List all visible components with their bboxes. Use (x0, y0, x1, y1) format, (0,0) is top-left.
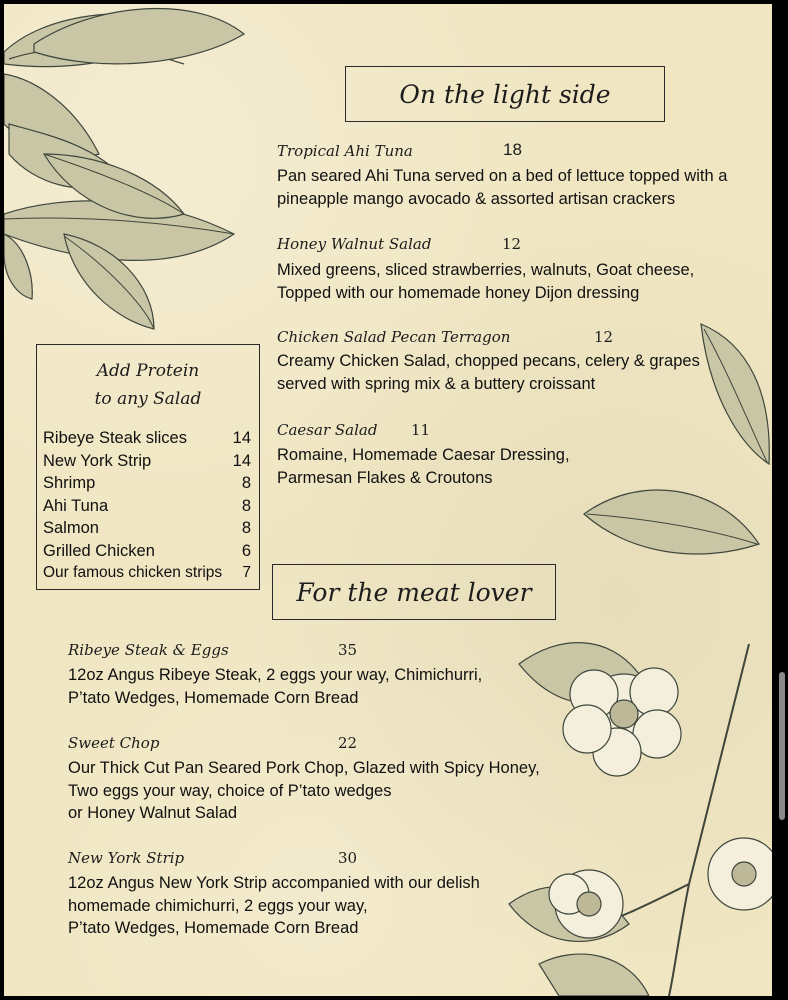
item-description: 12oz Angus New York Strip accompanied with our delish homemade chimichurri, 2 eggs your way, P’tato Wedges, Homemade Corn Bread (68, 874, 480, 937)
protein-name: Grilled Chicken (43, 541, 155, 560)
item-name: Tropical Ahi Tuna (277, 142, 413, 160)
protein-price: 8 (241, 519, 251, 537)
item-price: 11 (411, 421, 431, 439)
item-price: 18 (503, 140, 522, 159)
protein-row (43, 427, 251, 450)
protein-name: Ahi Tuna (43, 496, 109, 515)
item-name: Ribeye Steak & Eggs (68, 641, 229, 659)
item-price: 12 (594, 328, 614, 346)
menu-page (4, 4, 772, 996)
item-description: Creamy Chicken Salad, chopped pecans, celery & grapes served with spring mix & a buttery croissant (277, 352, 700, 393)
scrollbar-thumb[interactable] (779, 672, 785, 820)
section-title-light-side: On the light side (399, 79, 611, 109)
item-price: 30 (338, 849, 358, 867)
protein-price: 7 (242, 564, 251, 581)
item-name: Sweet Chop (68, 734, 160, 752)
item-description: Our Thick Cut Pan Seared Pork Chop, Glazed with Spicy Honey, Two eggs your way, choice of P’tato wedges or Honey Walnut Salad (68, 759, 540, 822)
scrollbar[interactable] (776, 0, 788, 1000)
section-title-meat-lover: For the meat lover (296, 577, 532, 607)
protein-list (43, 427, 251, 585)
protein-name: Shrimp (43, 474, 96, 492)
item-price: 22 (338, 734, 358, 752)
protein-row (43, 540, 251, 563)
item-description: 12oz Angus Ribeye Steak, 2 eggs your way, Chimichurri, P’tato Wedges, Homemade Corn Bread (68, 666, 483, 707)
protein-price: 8 (241, 496, 251, 515)
flower-branch-illustration (499, 604, 772, 996)
protein-row (43, 472, 251, 495)
item-description: Mixed greens, sliced strawberries, walnuts, Goat cheese, Topped with our homemade honey Dijon dressing (277, 261, 695, 302)
protein-name: New York Strip (43, 451, 152, 470)
protein-price: 6 (241, 541, 251, 560)
item-description: Romaine, Homemade Caesar Dressing, Parmesan Flakes & Croutons (277, 446, 570, 487)
item-name: Honey Walnut Salad (277, 235, 432, 253)
section-title-box-light-side (345, 66, 665, 122)
protein-price: 14 (232, 429, 251, 447)
section-title-box-meat-lover (272, 564, 556, 620)
item-price: 35 (338, 641, 358, 659)
item-description: Pan seared Ahi Tuna served on a bed of lettuce topped with a pineapple mango avocado & assorted artisan crackers (277, 167, 728, 208)
item-name: Chicken Salad Pecan Terragon (277, 328, 511, 346)
protein-row (43, 450, 251, 473)
protein-row (43, 517, 251, 540)
item-price: 12 (502, 235, 522, 253)
protein-name: Ribeye Steak slices (43, 429, 187, 447)
protein-name: Our famous chicken strips (43, 564, 223, 581)
item-name: Caesar Salad (277, 421, 378, 439)
protein-row (43, 562, 251, 585)
protein-name: Salmon (43, 519, 99, 537)
leaf-branch-illustration-top (4, 4, 294, 334)
add-protein-box (36, 344, 260, 590)
add-protein-title: Add Protein to any Salad (94, 361, 202, 409)
item-name: New York Strip (68, 849, 185, 867)
protein-price: 8 (241, 474, 251, 492)
protein-price: 14 (232, 451, 251, 470)
protein-row (43, 495, 251, 518)
